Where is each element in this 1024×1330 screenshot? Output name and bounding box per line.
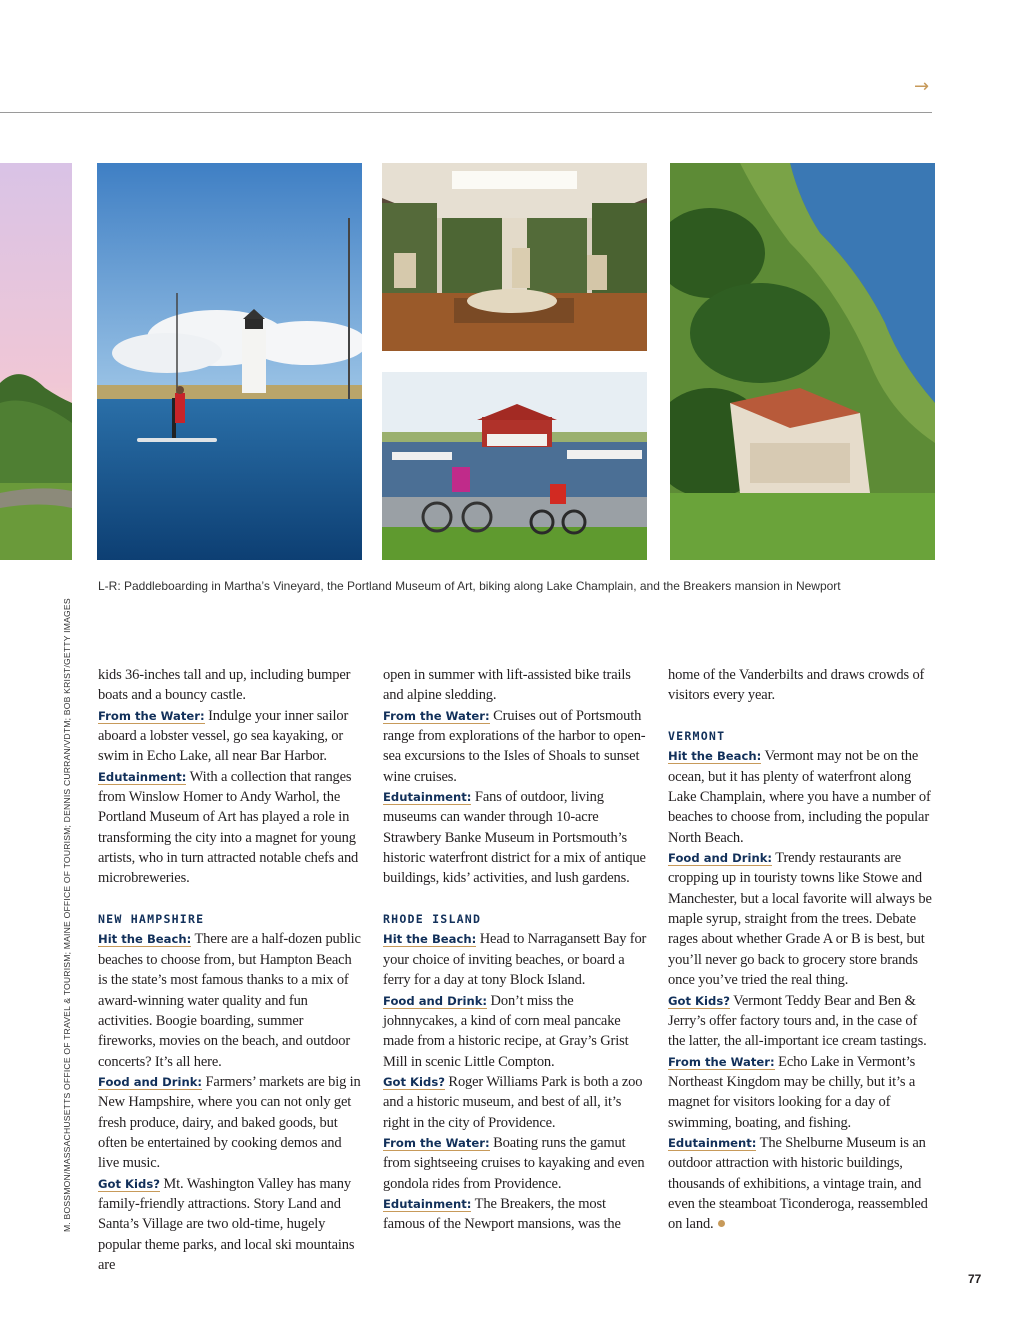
state-heading: RHODE ISLAND	[383, 912, 482, 927]
paragraph: From the Water: Indulge your inner sailor aboard a lobster vessel, go sea kayaking, or swim in Echo Lake, all near Bar Harbor.	[98, 707, 349, 765]
photo-left-edge	[0, 163, 72, 560]
page-number: 77	[968, 1272, 982, 1286]
photo-paddleboarding	[97, 163, 362, 560]
header-rule	[0, 112, 932, 113]
column-2	[383, 665, 649, 1235]
column-3	[668, 665, 934, 1235]
paragraph: Food and Drink: Don’t miss the johnnycakes, a kind of corn meal pancake made from a historic recipe, at Gray’s Grist Mill in scenic Little Compton.	[383, 992, 629, 1070]
photo-credit: M. BOSSMON/MASSACHUSETTS OFFICE OF TRAVEL & TOURISM; MAINE OFFICE OF TOURISM; DENNIS CURRAN/VDTM; BOB KRIST/GETTY IMAGES	[62, 598, 72, 1232]
section-label: Hit the Beach:	[383, 932, 477, 947]
section-label: From the Water:	[383, 1135, 490, 1150]
paragraph: Got Kids? Roger Williams Park is both a zoo and a historic museum, and best of all, it’s right in the city of Providence.	[383, 1073, 643, 1131]
paragraph: From the Water: Echo Lake in Vermont’s Northeast Kingdom may be chilly, but it’s a magnet for visitors looking for a day of swimming, boating, and fishing.	[668, 1053, 916, 1131]
paragraph: Hit the Beach: There are a half-dozen public beaches to choose from, but Hampton Beach is the state’s most famous thanks to a mix of award-winning water quality and fun activities. Boogie boarding, summer fireworks, movies on the beach, and outdoor concerts? It’s all here.	[98, 931, 361, 1070]
section-label: From the Water:	[668, 1054, 775, 1069]
section-label: Edutainment:	[668, 1135, 757, 1150]
section-label: Edutainment:	[383, 790, 472, 805]
paragraph: Got Kids? Vermont Teddy Bear and Ben & Jerry’s offer factory tours and, in the case of the latter, the all-important ice cream tastings.	[668, 992, 927, 1050]
state-heading: NEW HAMPSHIRE	[98, 912, 205, 927]
section-label: Hit the Beach:	[668, 749, 762, 764]
paragraph: Edutainment: With a collection that ranges from Winslow Homer to Andy Warhol, the Portland Museum of Art has played a role in transforming the city into a magnet for young artists, who in turn attracted notable chefs and microbreweries.	[98, 768, 359, 887]
next-arrow-icon[interactable]: →	[914, 76, 930, 97]
paragraph: Edutainment: Fans of outdoor, living museums can wander through 10-acre Strawbery Banke Museum in Portsmouth’s historic waterfront district for a mix of antique buildings, kids’ activities, and lush gardens.	[383, 789, 646, 887]
section-label: Food and Drink:	[383, 993, 488, 1008]
section-label: Got Kids?	[383, 1074, 445, 1089]
paragraph: kids 36-inches tall and up, including bumper boats and a bouncy castle.	[98, 667, 351, 704]
section-label: Edutainment:	[98, 769, 187, 784]
paragraph: Edutainment: The Shelburne Museum is an outdoor attraction with historic buildings, thousands of exhibitions, a vintage train, and even the steamboat Ticonderoga, reassembled on land.	[668, 1134, 928, 1233]
section-label: Edutainment:	[383, 1196, 472, 1211]
column-1	[98, 665, 364, 1275]
paragraph: Food and Drink: Trendy restaurants are cropping up in touristy towns like Stowe and Manchester, but a local favorite will always be maple syrup, straight from the trees. Debate rages about whether Grade A or B is best, but you’ll never go back to grocery store brands once you’ve tried the real thing.	[668, 850, 932, 989]
section-label: Hit the Beach:	[98, 932, 192, 947]
section-label: Got Kids?	[98, 1176, 160, 1191]
photo-biking	[382, 372, 647, 560]
photo-breakers-mansion	[670, 163, 935, 560]
end-mark-icon	[718, 1220, 725, 1227]
section-label: From the Water:	[383, 708, 490, 723]
section-label: Food and Drink:	[668, 851, 773, 866]
paragraph: open in summer with lift-assisted bike trails and alpine sledding.	[383, 667, 631, 704]
paragraph: Hit the Beach: Head to Narragansett Bay for your choice of inviting beaches, or board a ferry for a day at tony Block Island.	[383, 931, 647, 989]
paragraph: Hit the Beach: Vermont may not be on the ocean, but it has plenty of waterfront along Lake Champlain, where you have a number of beaches to choose from, including the popular North Beach.	[668, 748, 931, 846]
paragraph: Got Kids? Mt. Washington Valley has many family-friendly attractions. Story Land and Santa’s Village are two old-time, hugely popular theme parks, and local ski mountains are	[98, 1175, 355, 1273]
paragraph: home of the Vanderbilts and draws crowds of visitors every year.	[668, 667, 925, 704]
paragraph: Edutainment: The Breakers, the most famous of the Newport mansions, was the	[383, 1195, 621, 1233]
photo-museum	[382, 163, 647, 351]
state-heading: VERMONT	[668, 729, 726, 744]
section-label: Food and Drink:	[98, 1074, 203, 1089]
section-label: From the Water:	[98, 708, 205, 723]
photo-caption: L-R: Paddleboarding in Martha’s Vineyard, the Portland Museum of Art, biking along Lake Champlain, and the Breakers mansion in Newport	[98, 579, 841, 593]
paragraph: From the Water: Cruises out of Portsmouth range from explorations of the harbor to open-sea excursions to the Isles of Shoals to sunset wine cruises.	[383, 707, 646, 785]
paragraph: From the Water: Boating runs the gamut from sightseeing cruises to kayaking and even gondola rides from Providence.	[383, 1134, 645, 1192]
section-label: Got Kids?	[668, 993, 730, 1008]
paragraph: Food and Drink: Farmers’ markets are big in New Hampshire, where you can not only get fresh produce, dairy, and baked goods, but often be entertained by cooking demos and live music.	[98, 1073, 361, 1172]
